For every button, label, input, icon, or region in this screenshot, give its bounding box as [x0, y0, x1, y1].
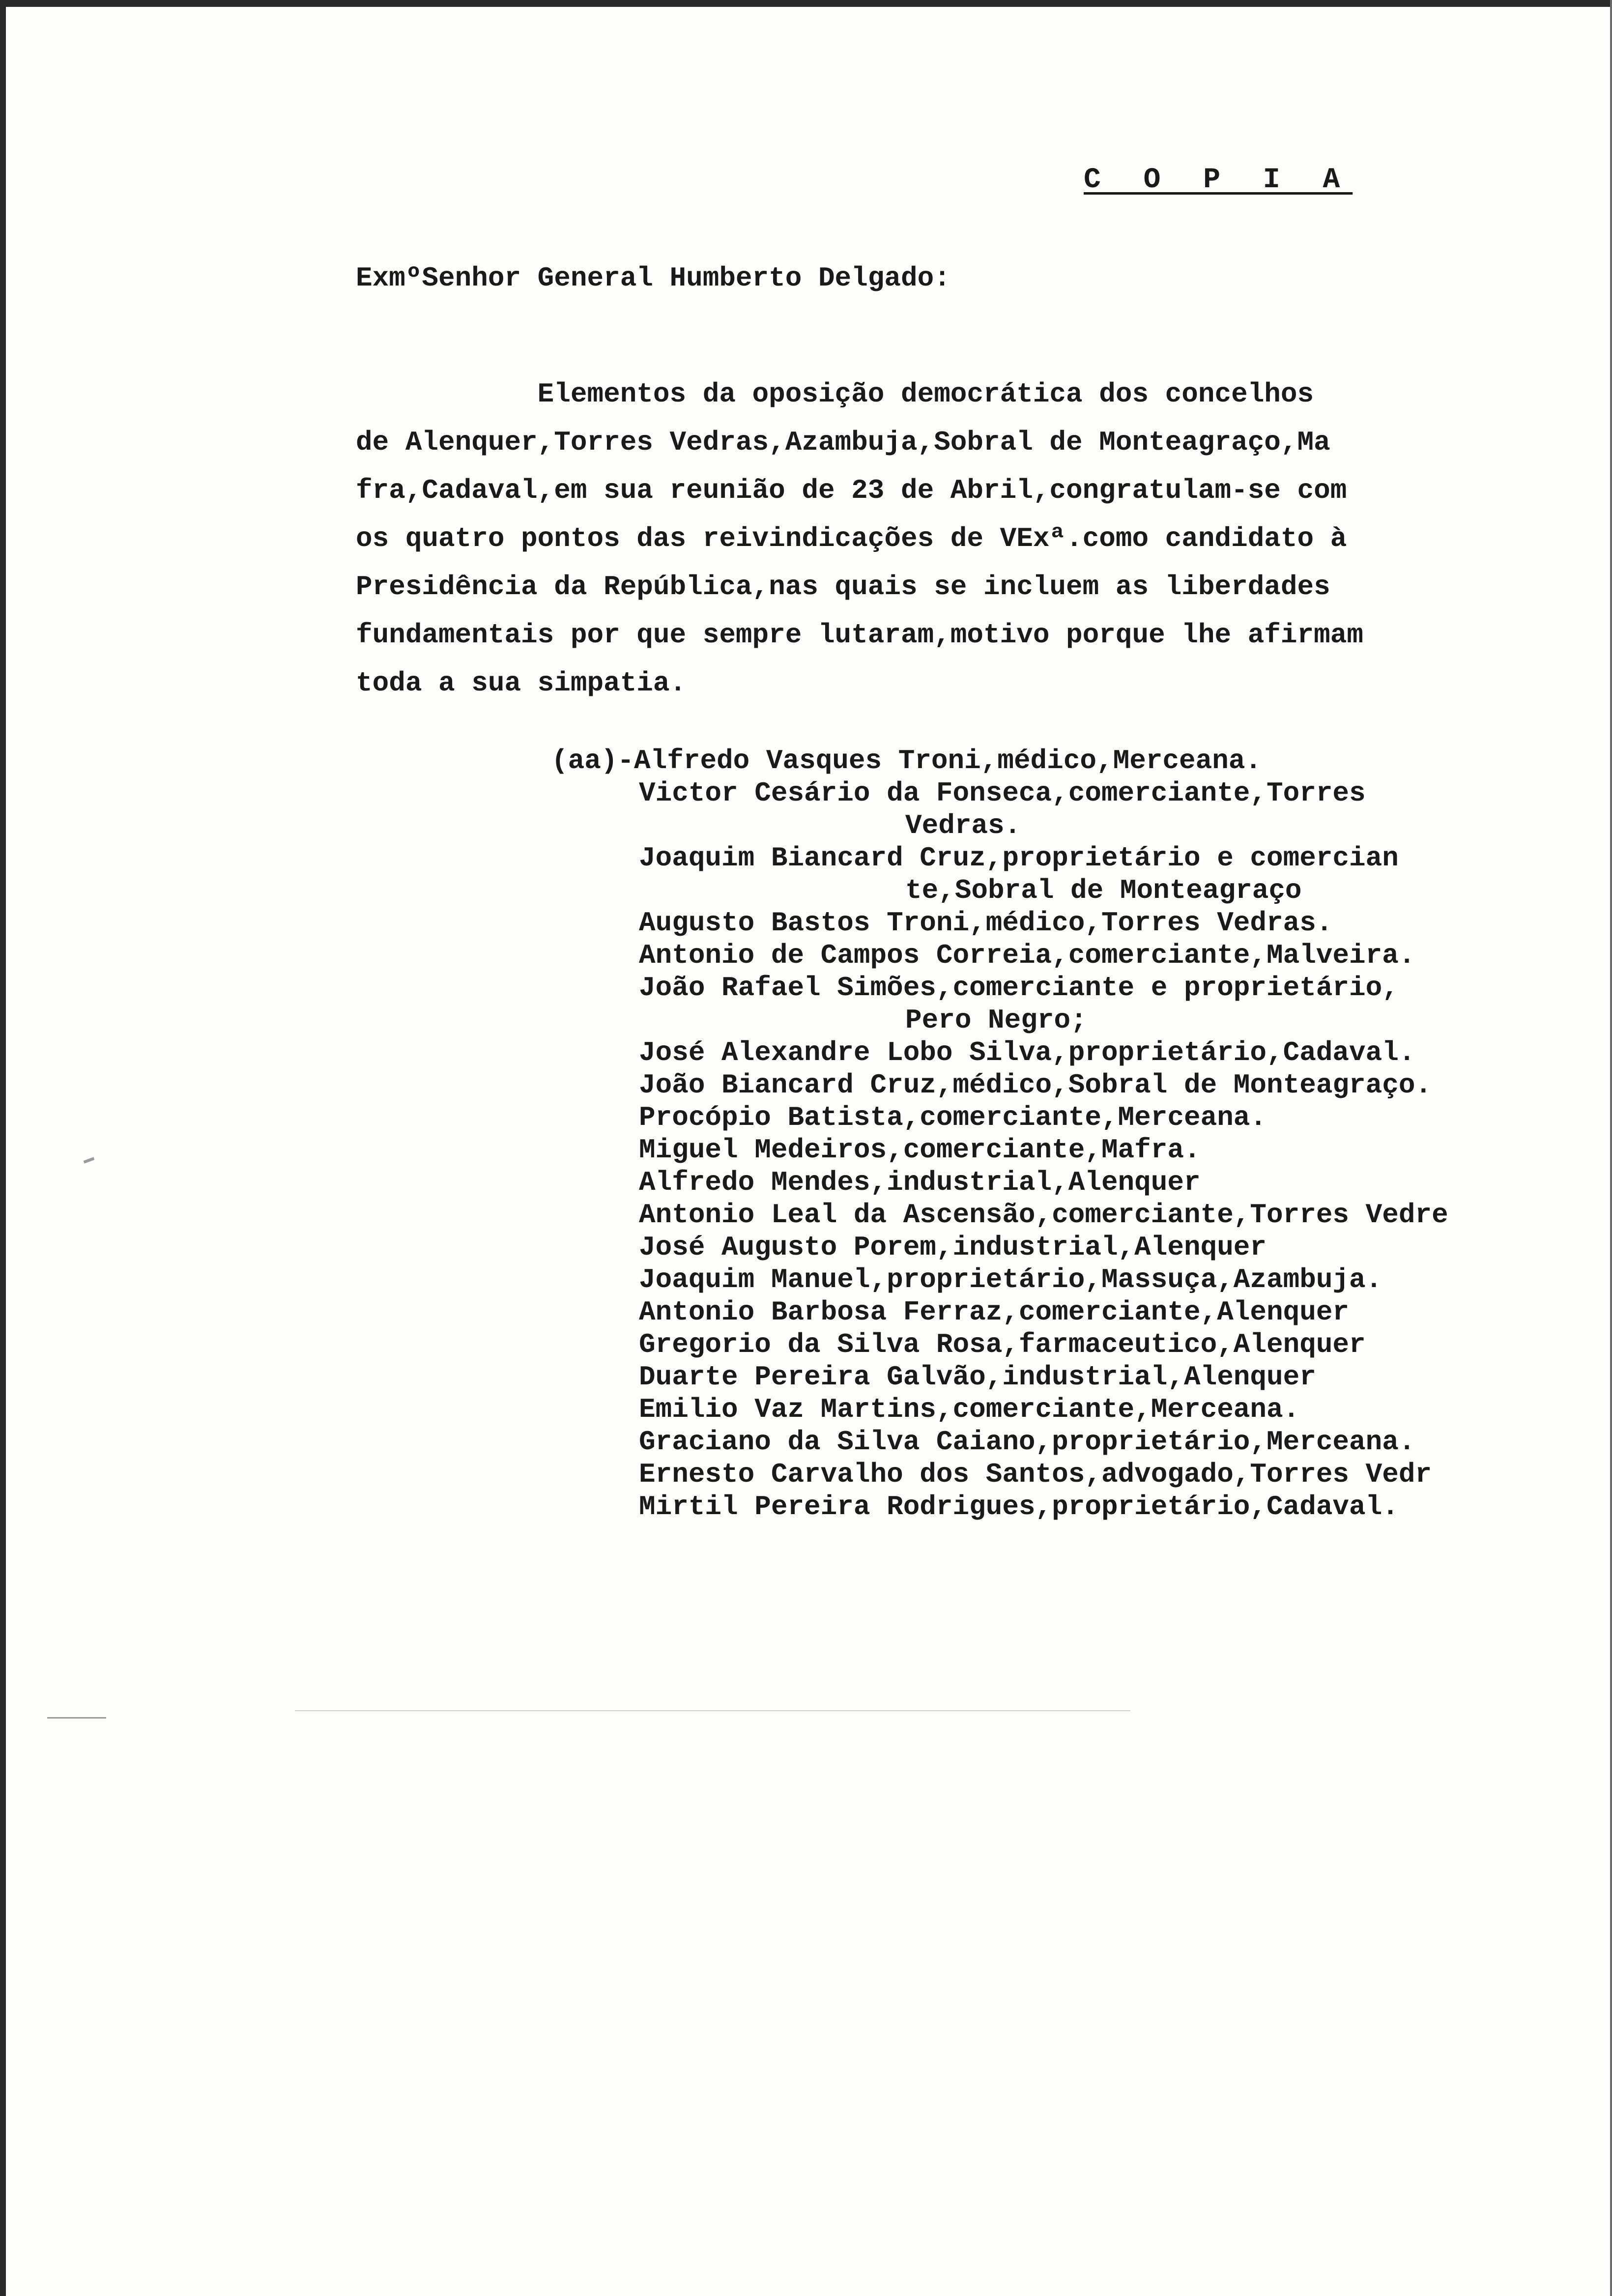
signatory-list — [551, 745, 1448, 1523]
signatory-line: Antonio Leal da Ascensão,comerciante,Torres Vedre — [639, 1199, 1448, 1231]
signatory-line-continuation: te,Sobral de Monteagraço — [905, 875, 1302, 906]
document-title: C O P I A — [1084, 164, 1353, 196]
paragraph-line: fundamentais por que sempre lutaram,motivo porque lhe afirmam — [356, 619, 1363, 651]
signatory-line: João Biancard Cruz,médico,Sobral de Monteagraço. — [639, 1069, 1432, 1101]
scan-edge-top — [0, 0, 1612, 7]
signatory-line: Graciano da Silva Caiano,proprietário,Merceana. — [639, 1426, 1415, 1458]
signatory-line: José Alexandre Lobo Silva,proprietário,Cadaval. — [639, 1037, 1415, 1068]
signatory-line: Joaquim Biancard Cruz,proprietário e comercian — [639, 842, 1399, 874]
signatory-line: Joaquim Manuel,proprietário,Massuça,Azambuja. — [639, 1264, 1382, 1295]
signatory-line: Alfredo Mendes,industrial,Alenquer — [639, 1167, 1201, 1198]
paragraph-line: de Alenquer,Torres Vedras,Azambuja,Sobral de Monteagraço,Ma — [356, 427, 1330, 458]
scan-mark — [295, 1710, 1130, 1711]
paragraph-line: Elementos da oposição democrática dos concelhos — [356, 378, 1314, 410]
signatory-line: Antonio Barbosa Ferraz,comerciante,Alenquer — [639, 1296, 1350, 1328]
signatory-line: Miguel Medeiros,comerciante,Mafra. — [639, 1134, 1201, 1166]
signatory-line-continuation: Vedras. — [905, 810, 1021, 841]
signatory-line: Gregorio da Silva Rosa,farmaceutico,Alenquer — [639, 1329, 1366, 1360]
signatory-line: (aa)-Alfredo Vasques Troni,médico,Merceana. — [551, 745, 1262, 776]
signatory-line: Augusto Bastos Troni,médico,Torres Vedras. — [639, 907, 1333, 939]
signatory-line: João Rafael Simões,comerciante e proprietário, — [639, 972, 1399, 1004]
signatory-line-continuation: Pero Negro; — [905, 1004, 1087, 1036]
scan-edge-left — [0, 0, 6, 2296]
signatory-line: José Augusto Porem,industrial,Alenquer — [639, 1232, 1267, 1263]
signatory-line: Procópio Batista,comerciante,Merceana. — [639, 1102, 1267, 1133]
body-paragraph — [356, 378, 1467, 716]
signatory-line: Duarte Pereira Galvão,industrial,Alenquer — [639, 1361, 1316, 1393]
scan-mark — [84, 1157, 95, 1163]
paragraph-line: fra,Cadaval,em sua reunião de 23 de Abril,congratulam-se com — [356, 475, 1347, 506]
salutation: ExmºSenhor General Humberto Delgado: — [356, 262, 950, 294]
scan-edge-right — [1610, 0, 1612, 2296]
signatory-line: Ernesto Carvalho dos Santos,advogado,Torres Vedr — [639, 1459, 1432, 1490]
paragraph-line: os quatro pontos das reivindicações de VExª.como candidato à — [356, 523, 1347, 554]
paragraph-line: toda a sua simpatia. — [356, 667, 687, 699]
scan-mark — [47, 1717, 106, 1719]
signatory-line: Antonio de Campos Correia,comerciante,Malveira. — [639, 940, 1415, 971]
paragraph-line: Presidência da República,nas quais se incluem as liberdades — [356, 571, 1330, 603]
signatory-line: Mirtil Pereira Rodrigues,proprietário,Cadaval. — [639, 1491, 1399, 1522]
signatory-line: Victor Cesário da Fonseca,comerciante,Torres — [639, 777, 1366, 809]
signatory-line: Emilio Vaz Martins,comerciante,Merceana. — [639, 1394, 1300, 1425]
